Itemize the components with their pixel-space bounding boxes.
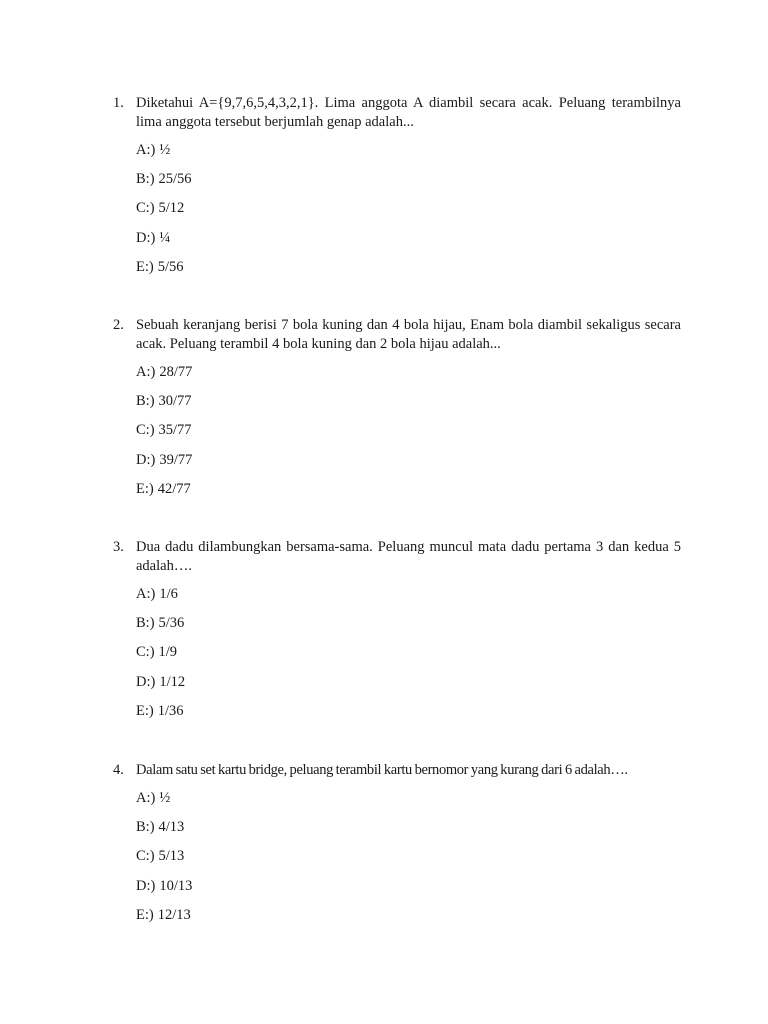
option-value: ½ bbox=[159, 790, 171, 806]
answer-options bbox=[136, 585, 681, 731]
option-label: D:) bbox=[136, 229, 156, 246]
option-a bbox=[136, 789, 681, 818]
option-c bbox=[136, 847, 681, 876]
option-b bbox=[136, 614, 681, 643]
option-value: 1/9 bbox=[158, 644, 178, 661]
option-value: 25/56 bbox=[158, 171, 192, 188]
option-value: 12/13 bbox=[157, 906, 191, 923]
option-value: 30/77 bbox=[158, 393, 192, 410]
option-e bbox=[136, 702, 681, 731]
option-label: B:) bbox=[136, 615, 155, 632]
option-value: ¼ bbox=[159, 229, 171, 246]
option-label: E:) bbox=[136, 258, 154, 275]
question-number: 4. bbox=[113, 762, 124, 778]
option-label: D:) bbox=[136, 451, 156, 468]
option-b bbox=[136, 392, 681, 421]
option-c bbox=[136, 199, 681, 228]
answer-options bbox=[136, 789, 681, 935]
question-3 bbox=[113, 538, 681, 731]
question-text: Diketahui A={9,7,6,5,4,3,2,1}. Lima anggota A diambil secara acak. Peluang terambilnya lima anggota tersebut berjumlah genap adalah... bbox=[136, 95, 681, 130]
question-number: 1. bbox=[113, 95, 124, 111]
option-label: A:) bbox=[136, 364, 156, 380]
option-d bbox=[136, 229, 681, 258]
question-header bbox=[113, 761, 681, 780]
option-label: B:) bbox=[136, 819, 155, 836]
answer-options bbox=[136, 141, 681, 287]
question-number: 3. bbox=[113, 539, 124, 555]
option-d bbox=[136, 877, 681, 906]
option-value: 39/77 bbox=[159, 451, 193, 468]
option-e bbox=[136, 906, 681, 935]
option-label: E:) bbox=[136, 702, 154, 719]
option-a bbox=[136, 141, 681, 170]
question-1 bbox=[113, 94, 681, 287]
option-label: C:) bbox=[136, 422, 155, 439]
option-value: 42/77 bbox=[157, 480, 191, 497]
option-e bbox=[136, 480, 681, 509]
option-b bbox=[136, 170, 681, 199]
option-label: C:) bbox=[136, 200, 155, 217]
option-value: 4/13 bbox=[158, 819, 185, 836]
option-value: 5/12 bbox=[158, 200, 185, 217]
option-e bbox=[136, 258, 681, 287]
option-label: D:) bbox=[136, 673, 156, 690]
option-label: D:) bbox=[136, 877, 156, 894]
option-label: B:) bbox=[136, 171, 155, 188]
question-4 bbox=[113, 761, 681, 935]
option-value: 1/12 bbox=[159, 673, 186, 690]
option-value: 10/13 bbox=[159, 877, 193, 894]
option-label: C:) bbox=[136, 848, 155, 865]
option-label: B:) bbox=[136, 393, 155, 410]
option-value: 5/13 bbox=[158, 848, 185, 865]
option-c bbox=[136, 421, 681, 450]
option-value: 1/36 bbox=[157, 702, 184, 719]
question-header bbox=[113, 538, 681, 576]
option-d bbox=[136, 673, 681, 702]
option-b bbox=[136, 818, 681, 847]
question-number: 2. bbox=[113, 317, 124, 333]
option-label: E:) bbox=[136, 906, 154, 923]
option-a bbox=[136, 585, 681, 614]
option-value: 35/77 bbox=[158, 422, 192, 439]
question-header bbox=[113, 316, 681, 354]
option-a bbox=[136, 363, 681, 392]
option-value: 1/6 bbox=[159, 586, 178, 602]
answer-options bbox=[136, 363, 681, 509]
option-label: A:) bbox=[136, 586, 156, 602]
option-label: C:) bbox=[136, 644, 155, 661]
option-value: 5/56 bbox=[157, 258, 184, 275]
option-value: 5/36 bbox=[158, 615, 185, 632]
question-header bbox=[113, 94, 681, 132]
option-value: 28/77 bbox=[159, 364, 193, 380]
option-label: A:) bbox=[136, 790, 156, 806]
question-2 bbox=[113, 316, 681, 509]
option-value: ½ bbox=[159, 142, 171, 158]
option-label: E:) bbox=[136, 480, 154, 497]
option-label: A:) bbox=[136, 142, 156, 158]
option-c bbox=[136, 643, 681, 672]
question-text: Dalam satu set kartu bridge, peluang terambil kartu bernomor yang kurang dari 6 adalah…. bbox=[136, 762, 628, 778]
option-d bbox=[136, 451, 681, 480]
question-text: Sebuah keranjang berisi 7 bola kuning dan 4 bola hijau, Enam bola diambil sekaligus secara acak. Peluang terambil 4 bola kuning dan 2 bola hijau adalah... bbox=[136, 317, 681, 352]
question-text: Dua dadu dilambungkan bersama-sama. Peluang muncul mata dadu pertama 3 dan kedua 5 adalah…. bbox=[136, 539, 681, 574]
